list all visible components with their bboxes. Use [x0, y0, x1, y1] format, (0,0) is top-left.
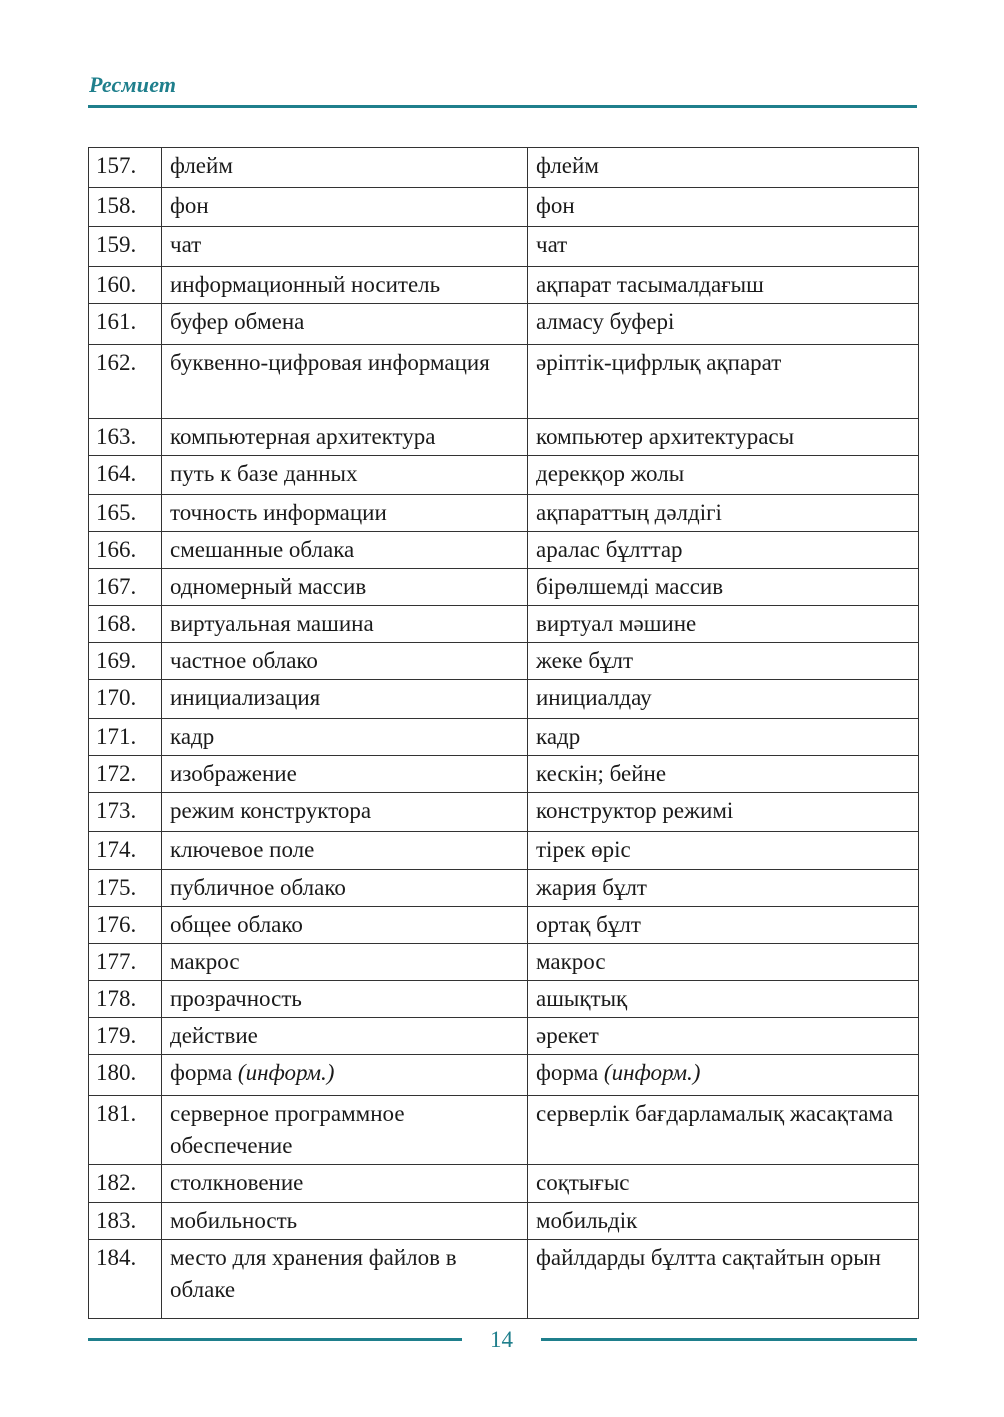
term-russian-text: виртуальная машина [170, 611, 374, 636]
term-kazakh [528, 832, 919, 870]
table-row [89, 345, 919, 419]
term-number: 184. [89, 1240, 162, 1319]
term-russian-text: точность информации [170, 500, 387, 525]
footer-divider-left [88, 1338, 462, 1341]
term-kazakh-text: тірек өріс [536, 837, 631, 862]
table-row [89, 148, 919, 188]
term-russian [162, 456, 528, 495]
table-row [89, 1055, 919, 1096]
term-kazakh [528, 756, 919, 793]
term-number: 170. [89, 680, 162, 719]
term-kazakh [528, 569, 919, 606]
term-number: 177. [89, 944, 162, 981]
term-number: 168. [89, 606, 162, 643]
term-russian-text: смешанные облака [170, 537, 355, 562]
term-number: 164. [89, 456, 162, 495]
term-kazakh-text: форма [536, 1060, 599, 1085]
term-kazakh-text: жеке бұлт [536, 648, 634, 673]
term-russian [162, 148, 528, 188]
term-kazakh-text: ашықтық [536, 986, 628, 1011]
term-kazakh-text: макрос [536, 949, 606, 974]
term-russian-text: макрос [170, 949, 240, 974]
table-row [89, 532, 919, 569]
term-kazakh [528, 680, 919, 719]
term-russian-text: публичное облако [170, 875, 346, 900]
table-row [89, 1018, 919, 1055]
term-kazakh-text: аралас бұлттар [536, 537, 683, 562]
term-russian-text: мобильность [170, 1208, 298, 1233]
term-number: 176. [89, 907, 162, 944]
table-row [89, 832, 919, 870]
term-russian-note: (информ.) [237, 1060, 335, 1085]
term-kazakh [528, 1203, 919, 1240]
term-russian-text: кадр [170, 724, 215, 749]
table-row [89, 1203, 919, 1240]
term-kazakh-text: ақпараттың дәлдігі [536, 500, 722, 525]
term-russian [162, 832, 528, 870]
term-russian [162, 1055, 528, 1096]
term-number: 181. [89, 1096, 162, 1165]
term-number: 161. [89, 304, 162, 345]
term-number: 180. [89, 1055, 162, 1096]
table-row [89, 643, 919, 680]
term-kazakh [528, 907, 919, 944]
term-russian [162, 495, 528, 532]
term-russian [162, 1096, 528, 1165]
term-russian [162, 643, 528, 680]
term-russian [162, 532, 528, 569]
footer-divider-right [541, 1338, 917, 1341]
term-kazakh-text: чат [536, 232, 568, 257]
term-russian-text: ключевое поле [170, 837, 315, 862]
table-row [89, 267, 919, 304]
table-row [89, 569, 919, 606]
term-russian-text: серверное программное обеспечение [170, 1101, 405, 1158]
term-number: 157. [89, 148, 162, 188]
term-number: 179. [89, 1018, 162, 1055]
term-number: 182. [89, 1165, 162, 1203]
table-row [89, 495, 919, 532]
table-row [89, 756, 919, 793]
term-russian [162, 680, 528, 719]
term-russian-text: компьютерная архитектура [170, 424, 436, 449]
term-kazakh-text: жария бұлт [536, 875, 647, 900]
term-russian [162, 907, 528, 944]
term-kazakh [528, 1096, 919, 1165]
glossary-body [89, 148, 919, 1319]
term-number: 163. [89, 419, 162, 456]
term-russian [162, 944, 528, 981]
term-kazakh [528, 643, 919, 680]
term-kazakh-text: кескін; бейне [536, 761, 667, 786]
table-row [89, 944, 919, 981]
table-row [89, 870, 919, 907]
term-russian [162, 1018, 528, 1055]
term-russian [162, 870, 528, 907]
term-kazakh [528, 944, 919, 981]
term-kazakh [528, 532, 919, 569]
term-russian [162, 267, 528, 304]
term-russian-text: инициализация [170, 685, 321, 710]
page-number: 14 [490, 1327, 513, 1352]
term-number: 172. [89, 756, 162, 793]
term-kazakh-text: ақпарат тасымалдағыш [536, 272, 764, 297]
term-kazakh [528, 267, 919, 304]
table-row [89, 1240, 919, 1319]
term-kazakh [528, 606, 919, 643]
term-russian-text: информационный носитель [170, 272, 441, 297]
term-kazakh [528, 345, 919, 419]
table-row [89, 981, 919, 1018]
term-russian-text: место для хранения файлов в облаке [170, 1245, 457, 1302]
term-kazakh-text: дерекқор жолы [536, 461, 685, 486]
term-kazakh [528, 188, 919, 227]
term-kazakh-text: фон [536, 193, 575, 218]
term-russian-text: чат [170, 232, 202, 257]
table-row [89, 304, 919, 345]
term-number: 183. [89, 1203, 162, 1240]
term-russian [162, 981, 528, 1018]
term-russian-text: фон [170, 193, 209, 218]
table-row [89, 719, 919, 756]
term-russian-text: прозрачность [170, 986, 302, 1011]
table-row [89, 1165, 919, 1203]
term-kazakh [528, 719, 919, 756]
term-russian-text: общее облако [170, 912, 303, 937]
term-russian [162, 606, 528, 643]
table-row [89, 606, 919, 643]
section-title: Ресмиет [89, 72, 177, 97]
term-russian-text: флейм [170, 153, 233, 178]
term-number: 165. [89, 495, 162, 532]
term-number: 166. [89, 532, 162, 569]
table-row [89, 227, 919, 267]
term-number: 167. [89, 569, 162, 606]
term-kazakh [528, 495, 919, 532]
term-kazakh-text: бірөлшемді массив [536, 574, 724, 599]
term-kazakh-text: серверлік бағдарламалық жасақтама [536, 1101, 894, 1126]
term-kazakh-text: ортақ бұлт [536, 912, 641, 937]
term-kazakh-text: соқтығыс [536, 1170, 630, 1195]
term-russian-text: действие [170, 1023, 258, 1048]
term-russian [162, 345, 528, 419]
term-kazakh [528, 419, 919, 456]
term-kazakh [528, 1018, 919, 1055]
term-kazakh [528, 1240, 919, 1319]
term-kazakh [528, 456, 919, 495]
term-russian-text: буфер обмена [170, 309, 305, 334]
term-kazakh-text: флейм [536, 153, 599, 178]
term-kazakh [528, 793, 919, 832]
table-row [89, 680, 919, 719]
term-russian [162, 1203, 528, 1240]
term-russian [162, 756, 528, 793]
term-number: 162. [89, 345, 162, 419]
term-kazakh-text: файлдарды бұлтта сақтайтын орын [536, 1245, 881, 1270]
term-kazakh-text: компьютер архитектурасы [536, 424, 795, 449]
term-russian-text: столкновение [170, 1170, 304, 1195]
term-russian [162, 227, 528, 267]
term-russian [162, 793, 528, 832]
term-number: 169. [89, 643, 162, 680]
term-russian [162, 1240, 528, 1319]
term-kazakh [528, 1055, 919, 1096]
term-russian [162, 188, 528, 227]
term-russian-text: путь к базе данных [170, 461, 358, 486]
term-kazakh-text: кадр [536, 724, 581, 749]
term-kazakh-text: конструктор режимі [536, 798, 734, 823]
term-kazakh-text: алмасу буфері [536, 309, 675, 334]
term-number: 175. [89, 870, 162, 907]
header-divider [88, 105, 917, 108]
term-number: 174. [89, 832, 162, 870]
term-russian [162, 1165, 528, 1203]
term-number: 173. [89, 793, 162, 832]
term-russian-text: буквенно-цифровая информация [170, 350, 490, 375]
term-kazakh-text: әрекет [536, 1023, 599, 1048]
term-russian [162, 419, 528, 456]
term-kazakh-text: әріптік-цифрлық ақпарат [536, 350, 782, 375]
term-number: 158. [89, 188, 162, 227]
term-kazakh [528, 1165, 919, 1203]
term-kazakh-note: (информ.) [603, 1060, 701, 1085]
term-kazakh-text: инициалдау [536, 685, 652, 710]
term-russian-text: частное облако [170, 648, 318, 673]
term-number: 159. [89, 227, 162, 267]
table-row [89, 456, 919, 495]
table-row [89, 419, 919, 456]
term-russian [162, 719, 528, 756]
term-russian-text: форма [170, 1060, 233, 1085]
term-kazakh-text: мобильдік [536, 1208, 638, 1233]
term-kazakh [528, 304, 919, 345]
term-kazakh-text: виртуал мәшине [536, 611, 697, 636]
term-russian-text: режим конструктора [170, 798, 372, 823]
term-russian-text: одномерный массив [170, 574, 367, 599]
glossary-table [88, 147, 919, 1319]
table-row [89, 188, 919, 227]
term-kazakh [528, 148, 919, 188]
term-russian [162, 569, 528, 606]
term-kazakh [528, 981, 919, 1018]
term-russian-text: изображение [170, 761, 297, 786]
term-number: 171. [89, 719, 162, 756]
table-row [89, 793, 919, 832]
term-russian [162, 304, 528, 345]
table-row [89, 1096, 919, 1165]
term-number: 178. [89, 981, 162, 1018]
term-kazakh [528, 227, 919, 267]
term-number: 160. [89, 267, 162, 304]
table-row [89, 907, 919, 944]
term-kazakh [528, 870, 919, 907]
